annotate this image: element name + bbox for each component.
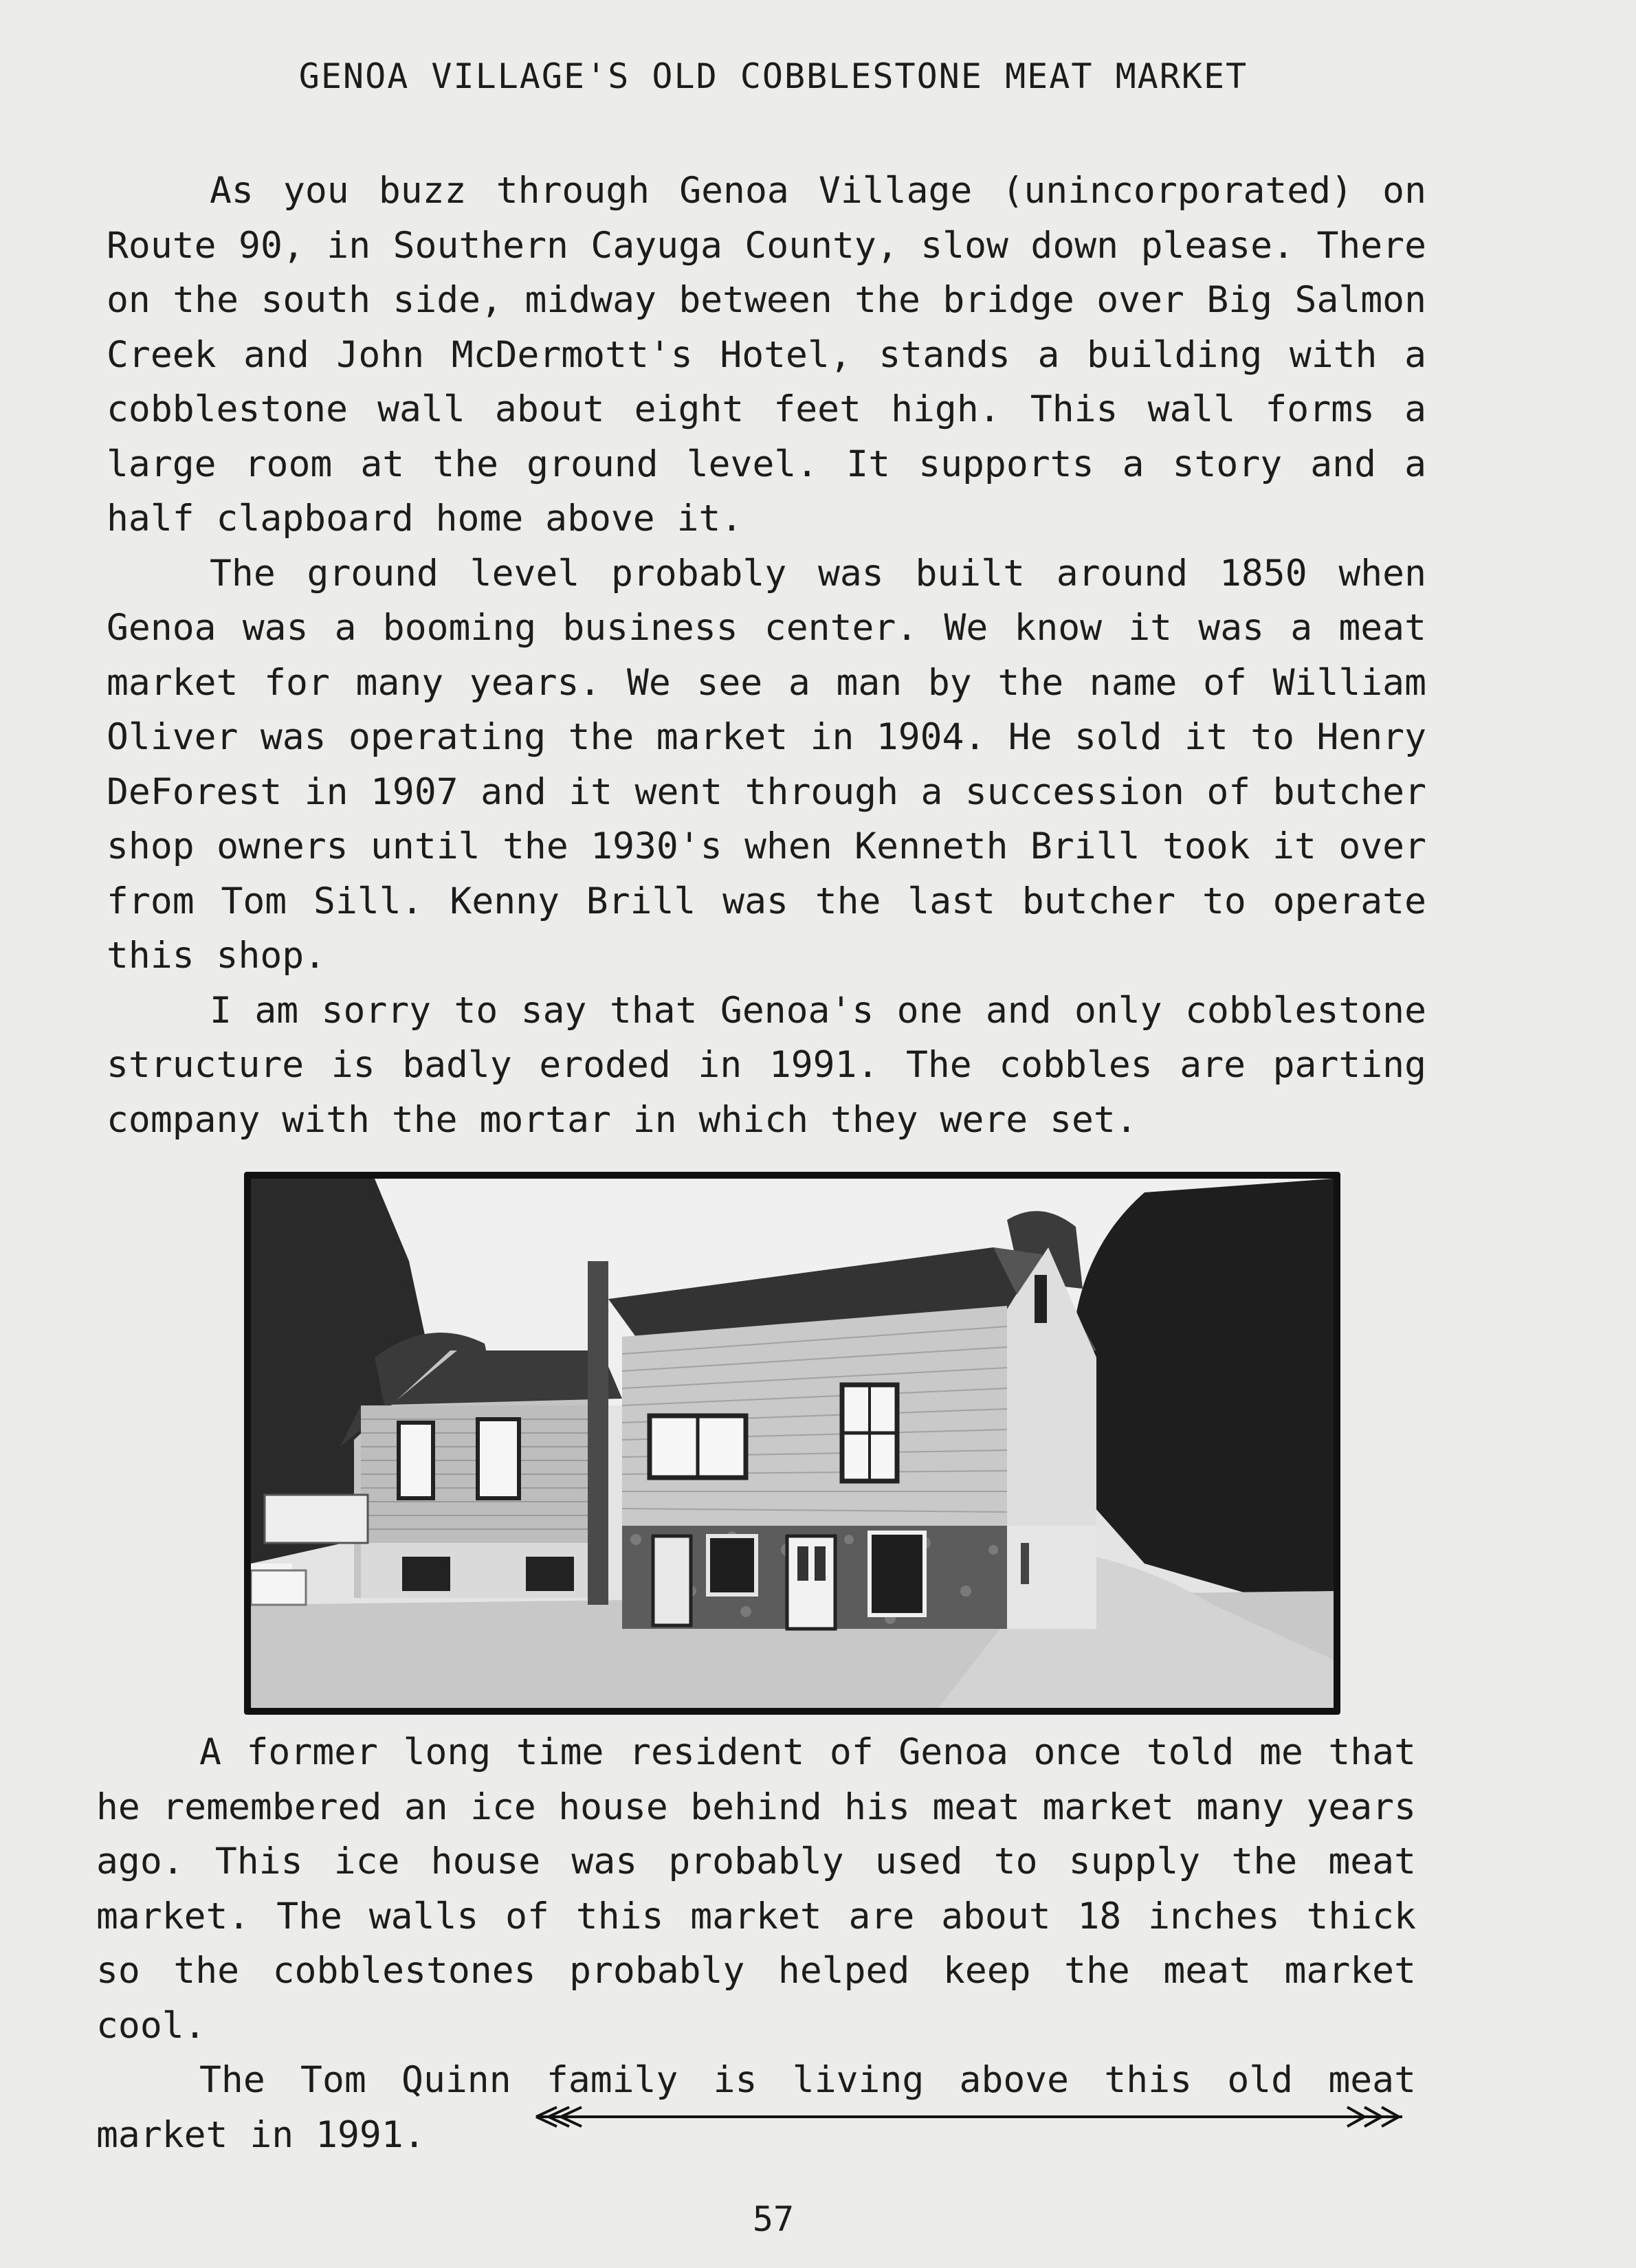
paragraph: I am sorry to say that Genoa's one and only cobblestone structure is badly eroded in 1991. The cobbles are parting company with the mortar in which they were set. bbox=[107, 989, 1426, 1141]
body-text-top bbox=[107, 164, 1426, 1147]
paragraph: As you buzz through Genoa Village (unincorporated) on Route 90, in Southern Cayuga County, slow down please. There on the south side, midway between the bridge over Big Salmon Creek and John McDermott's Hotel, stands a building with a cobblestone wall about eight feet high. This wall forms a large room at the ground level. It supports a story and a half clapboard home above it. bbox=[107, 170, 1426, 540]
paragraph: The Tom Quinn family is living above this old meat market in 1991. bbox=[96, 2059, 1416, 2156]
paragraph: The ground level probably was built around 1850 when Genoa was a booming business center. We know it was a meat market for many years. We see a man by the name of William Oliver was operating the market in 1904. He sold it to Henry DeForest in 1907 and it went through a succession of butcher shop owners until the 1930's when Kenneth Brill took it over from Tom Sill. Kenny Brill was the last butcher to operate this shop. bbox=[107, 552, 1426, 977]
paragraph: A former long time resident of Genoa once told me that he remembered an ice house behind his meat market many years ago. This ice house was probably used to supply the meat market. The walls of this market are about 18 inches thick so the cobblestones probably helped keep the meat market cool. bbox=[96, 1731, 1416, 2047]
photo-illustration bbox=[251, 1179, 1334, 1708]
page-title: GENOA VILLAGE'S OLD COBBLESTONE MEAT MARKET bbox=[298, 56, 1248, 96]
page-number: 57 bbox=[752, 2199, 795, 2239]
decorative-arrow-divider bbox=[529, 2103, 1409, 2131]
building-photograph bbox=[244, 1172, 1340, 1715]
body-text-bottom bbox=[96, 1725, 1416, 2162]
